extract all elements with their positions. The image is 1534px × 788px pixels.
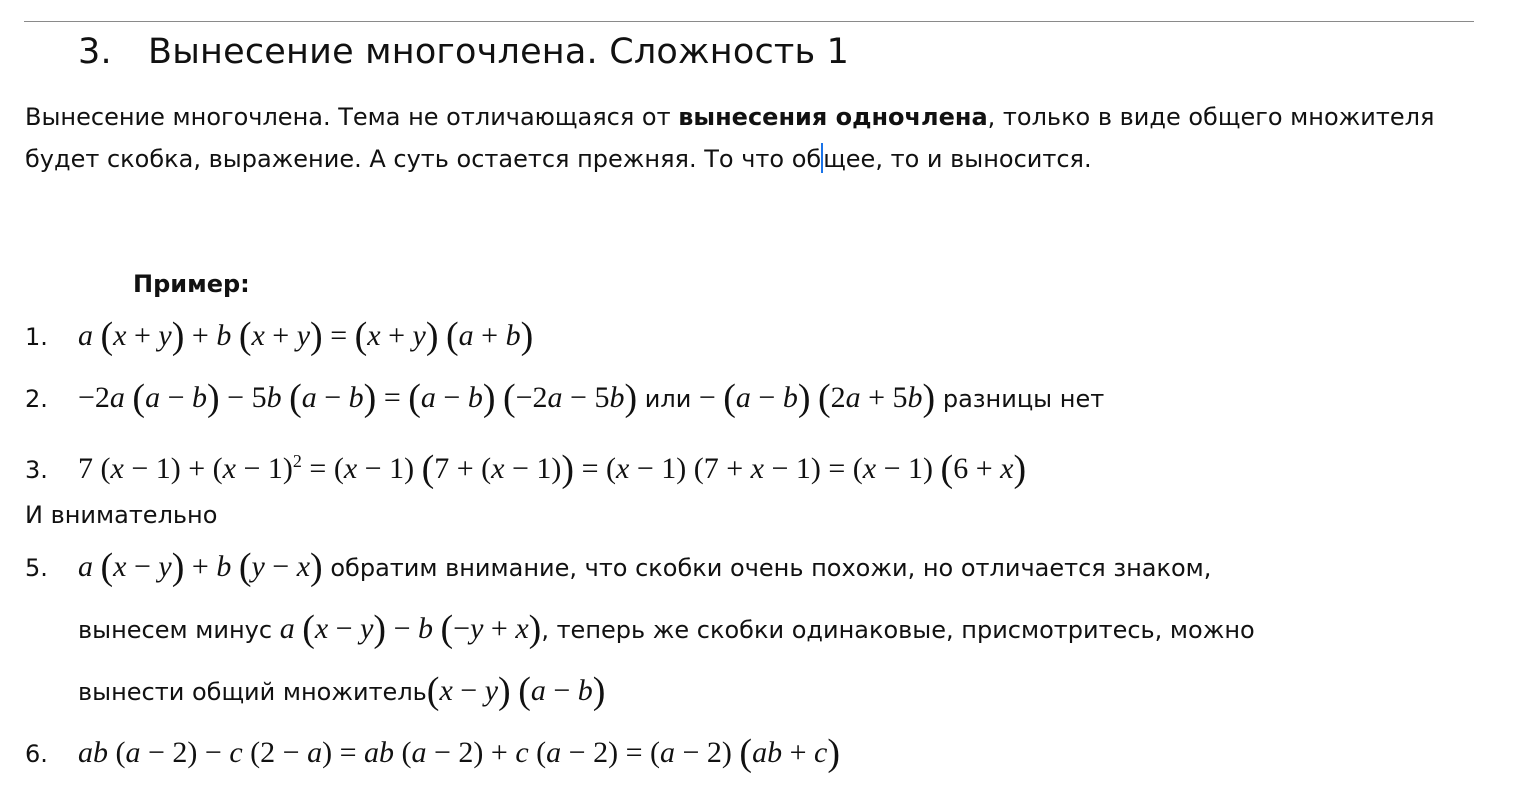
example-5-text-1: обратим внимание, что скобки очень похожи, но отличается знаком,	[330, 554, 1212, 582]
formula-5a: a (x − y) + b (y − x)	[78, 546, 323, 588]
example-2	[25, 378, 1104, 419]
formula-6: ab (a − 2) − c (2 − a) = ab (a − 2) + c (a − 2) = (a − 2) (ab + c)	[78, 732, 840, 774]
formula-3: 7 $(x - 1) + (x - 1)^2 = (x - 1)$ (7 + (x − 1)) = (x − 1) (7 + x − 1) = (x − 1) (6 + x)	[78, 448, 1027, 490]
section-number: 3.	[78, 32, 112, 72]
example-5-text-2: вынесем минус	[78, 616, 273, 644]
example-5-continuation-2	[78, 671, 605, 712]
intro-text-1: Вынесение многочлена. Тема не отличающаяся от	[25, 103, 679, 131]
attention-note: И внимательно	[25, 501, 218, 529]
word-or: или	[644, 385, 692, 413]
formula-2a: −2a (a − b) − 5b (a − b) = (a − b) (−2a − 5b)	[78, 377, 638, 419]
example-number: 3.	[25, 456, 48, 484]
example-number: 5.	[25, 554, 48, 582]
example-number: 6.	[25, 740, 48, 768]
example-3	[25, 441, 1026, 490]
header-divider	[24, 21, 1474, 22]
intro-text-2: , только в виде общего множителя будет скобка, выражение. А суть остается прежняя. То что об	[25, 103, 1435, 173]
intro-text-3: щее, то и выносится.	[823, 145, 1092, 173]
example-5-text-4: вынести общий множитель	[78, 678, 427, 706]
section-heading	[78, 28, 849, 76]
example-label: Пример:	[133, 270, 250, 298]
example-1	[25, 316, 533, 357]
example-5	[25, 547, 1211, 588]
formula-2b: − (a − b) (2a + 5b)	[691, 377, 936, 419]
example-number: 1.	[25, 323, 48, 351]
intro-paragraph[interactable]	[25, 96, 1485, 180]
section-title: Вынесение многочлена. Сложность 1	[148, 32, 850, 72]
example-5-text-3: , теперь же скобки одинаковые, присмотритесь, можно	[541, 616, 1255, 644]
formula-1: a (x + y) + b (x + y) = (x + y) (a + b)	[78, 315, 534, 357]
formula-5c: (x − y) (a − b)	[426, 670, 606, 712]
example-6	[25, 733, 840, 774]
intro-bold-term: вынесения одночлена	[678, 103, 988, 131]
example-5-continuation-1	[78, 609, 1255, 650]
formula-5b: a (x − y) − b (−y + x)	[279, 608, 542, 650]
no-difference-text: разницы нет	[942, 385, 1105, 413]
example-number: 2.	[25, 385, 48, 413]
